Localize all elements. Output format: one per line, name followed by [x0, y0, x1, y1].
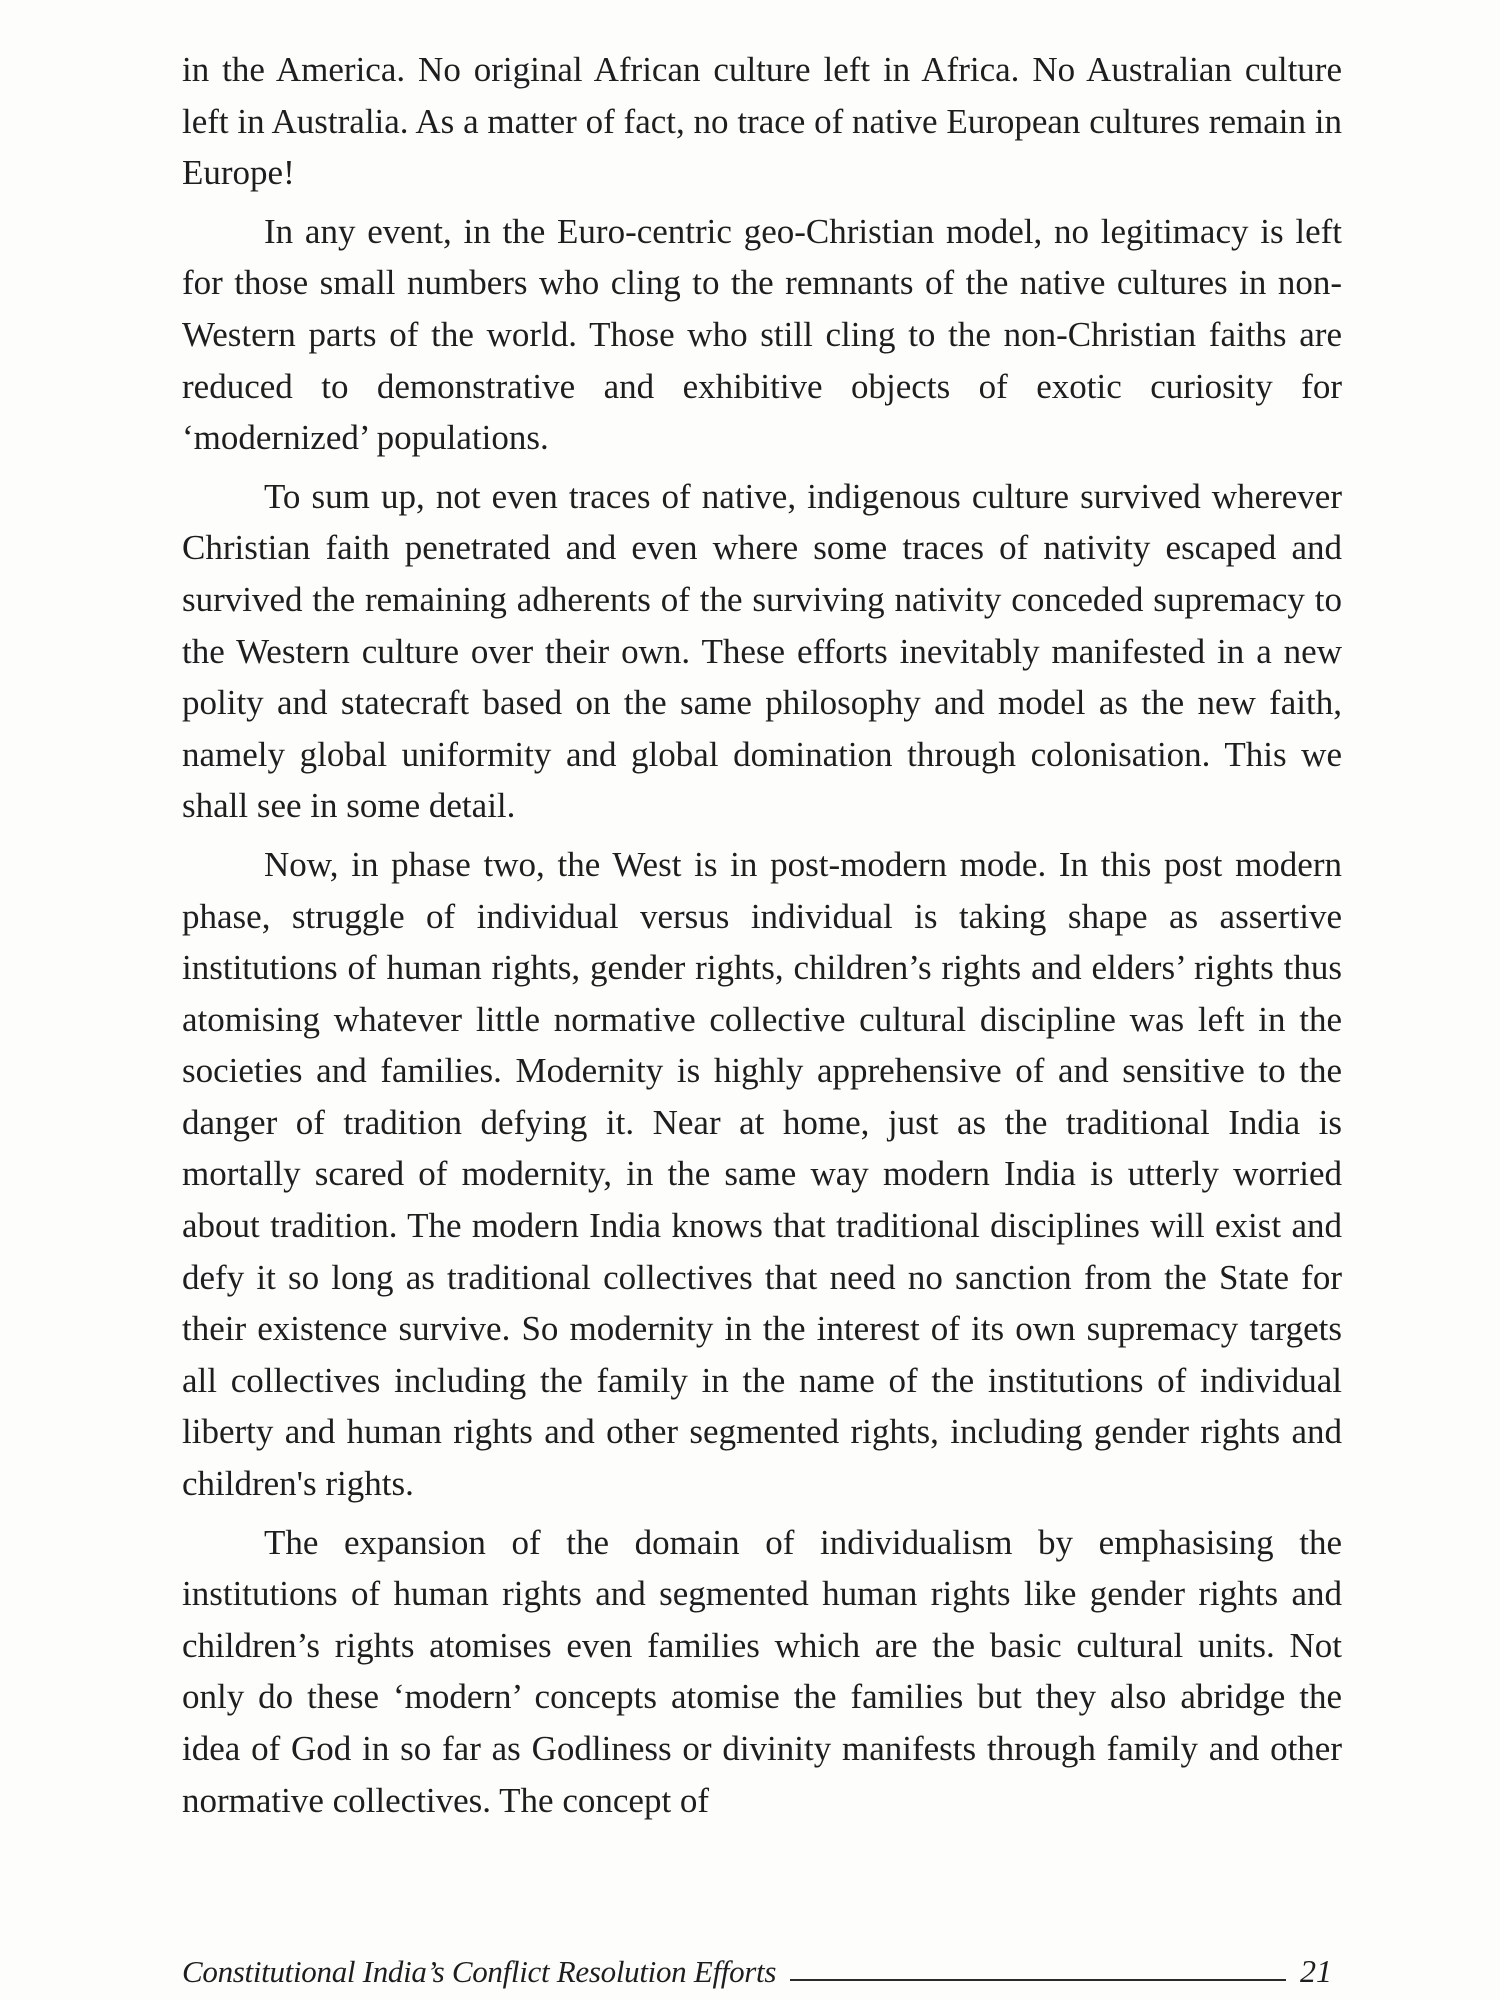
paragraph: To sum up, not even traces of native, indigenous culture survived wherever Christian faith penetrated and even where some traces of nativity escaped and survived the remaining adherents of the surviving nativity conceded supremacy to the Western culture over their own. These efforts inevitably manifested in a new polity and statecraft based on the same philosophy and model as the new faith, namely global uniformity and global domination through colonisation. This we shall see in some detail. — [182, 476, 1342, 826]
paragraph: The expansion of the domain of individualism by emphasising the institutions of human rights and segmented human rights like gender rights and children’s rights atomises even families which are the basic cultural units. Not only do these ‘modern’ concepts atomise the families but they also abridge the idea of God in so far as Godliness or divinity manifests through family and other normative collectives. The concept of — [182, 1522, 1342, 1820]
page-footer — [182, 1946, 1332, 1990]
footer-rule — [790, 1979, 1286, 1981]
body-text — [182, 44, 1342, 1826]
paragraph-continued: in the America. No original African culture left in Africa. No Australian culture left in Australia. As a matter of fact, no trace of native European cultures remain in Europe! — [182, 50, 1342, 193]
page-number: 21 — [1300, 1953, 1332, 1989]
paragraph: In any event, in the Euro-centric geo-Christian model, no legitimacy is left for those small numbers who cling to the remnants of the native cultures in non-Western parts of the world. Those who still cling to the non-Christian faiths are reduced to demonstrative and exhibitive objects of exotic curiosity for ‘modernized’ populations. — [182, 211, 1342, 458]
paragraph: Now, in phase two, the West is in post-modern mode. In this post modern phase, struggle of individual versus individual is taking shape as assertive institutions of human rights, gender rights, children’s rights and elders’ rights thus atomising whatever little normative collective cultural discipline was left in the societies and families. Modernity is highly apprehensive of and sensitive to the danger of tradition defying it. Near at home, just as the traditional India is mortally scared of modernity, in the same way modern India is utterly worried about tradition. The modern India knows that traditional disciplines will exist and defy it so long as traditional collectives that need no sanction from the State for their existence survive. So modernity in the interest of its own supremacy targets all collectives including the family in the name of the institutions of individual liberty and human rights and other segmented rights, including gender rights and children's rights. — [182, 844, 1342, 1504]
running-footer-title: Constitutional India’s Conflict Resolution Efforts — [182, 1954, 777, 1989]
